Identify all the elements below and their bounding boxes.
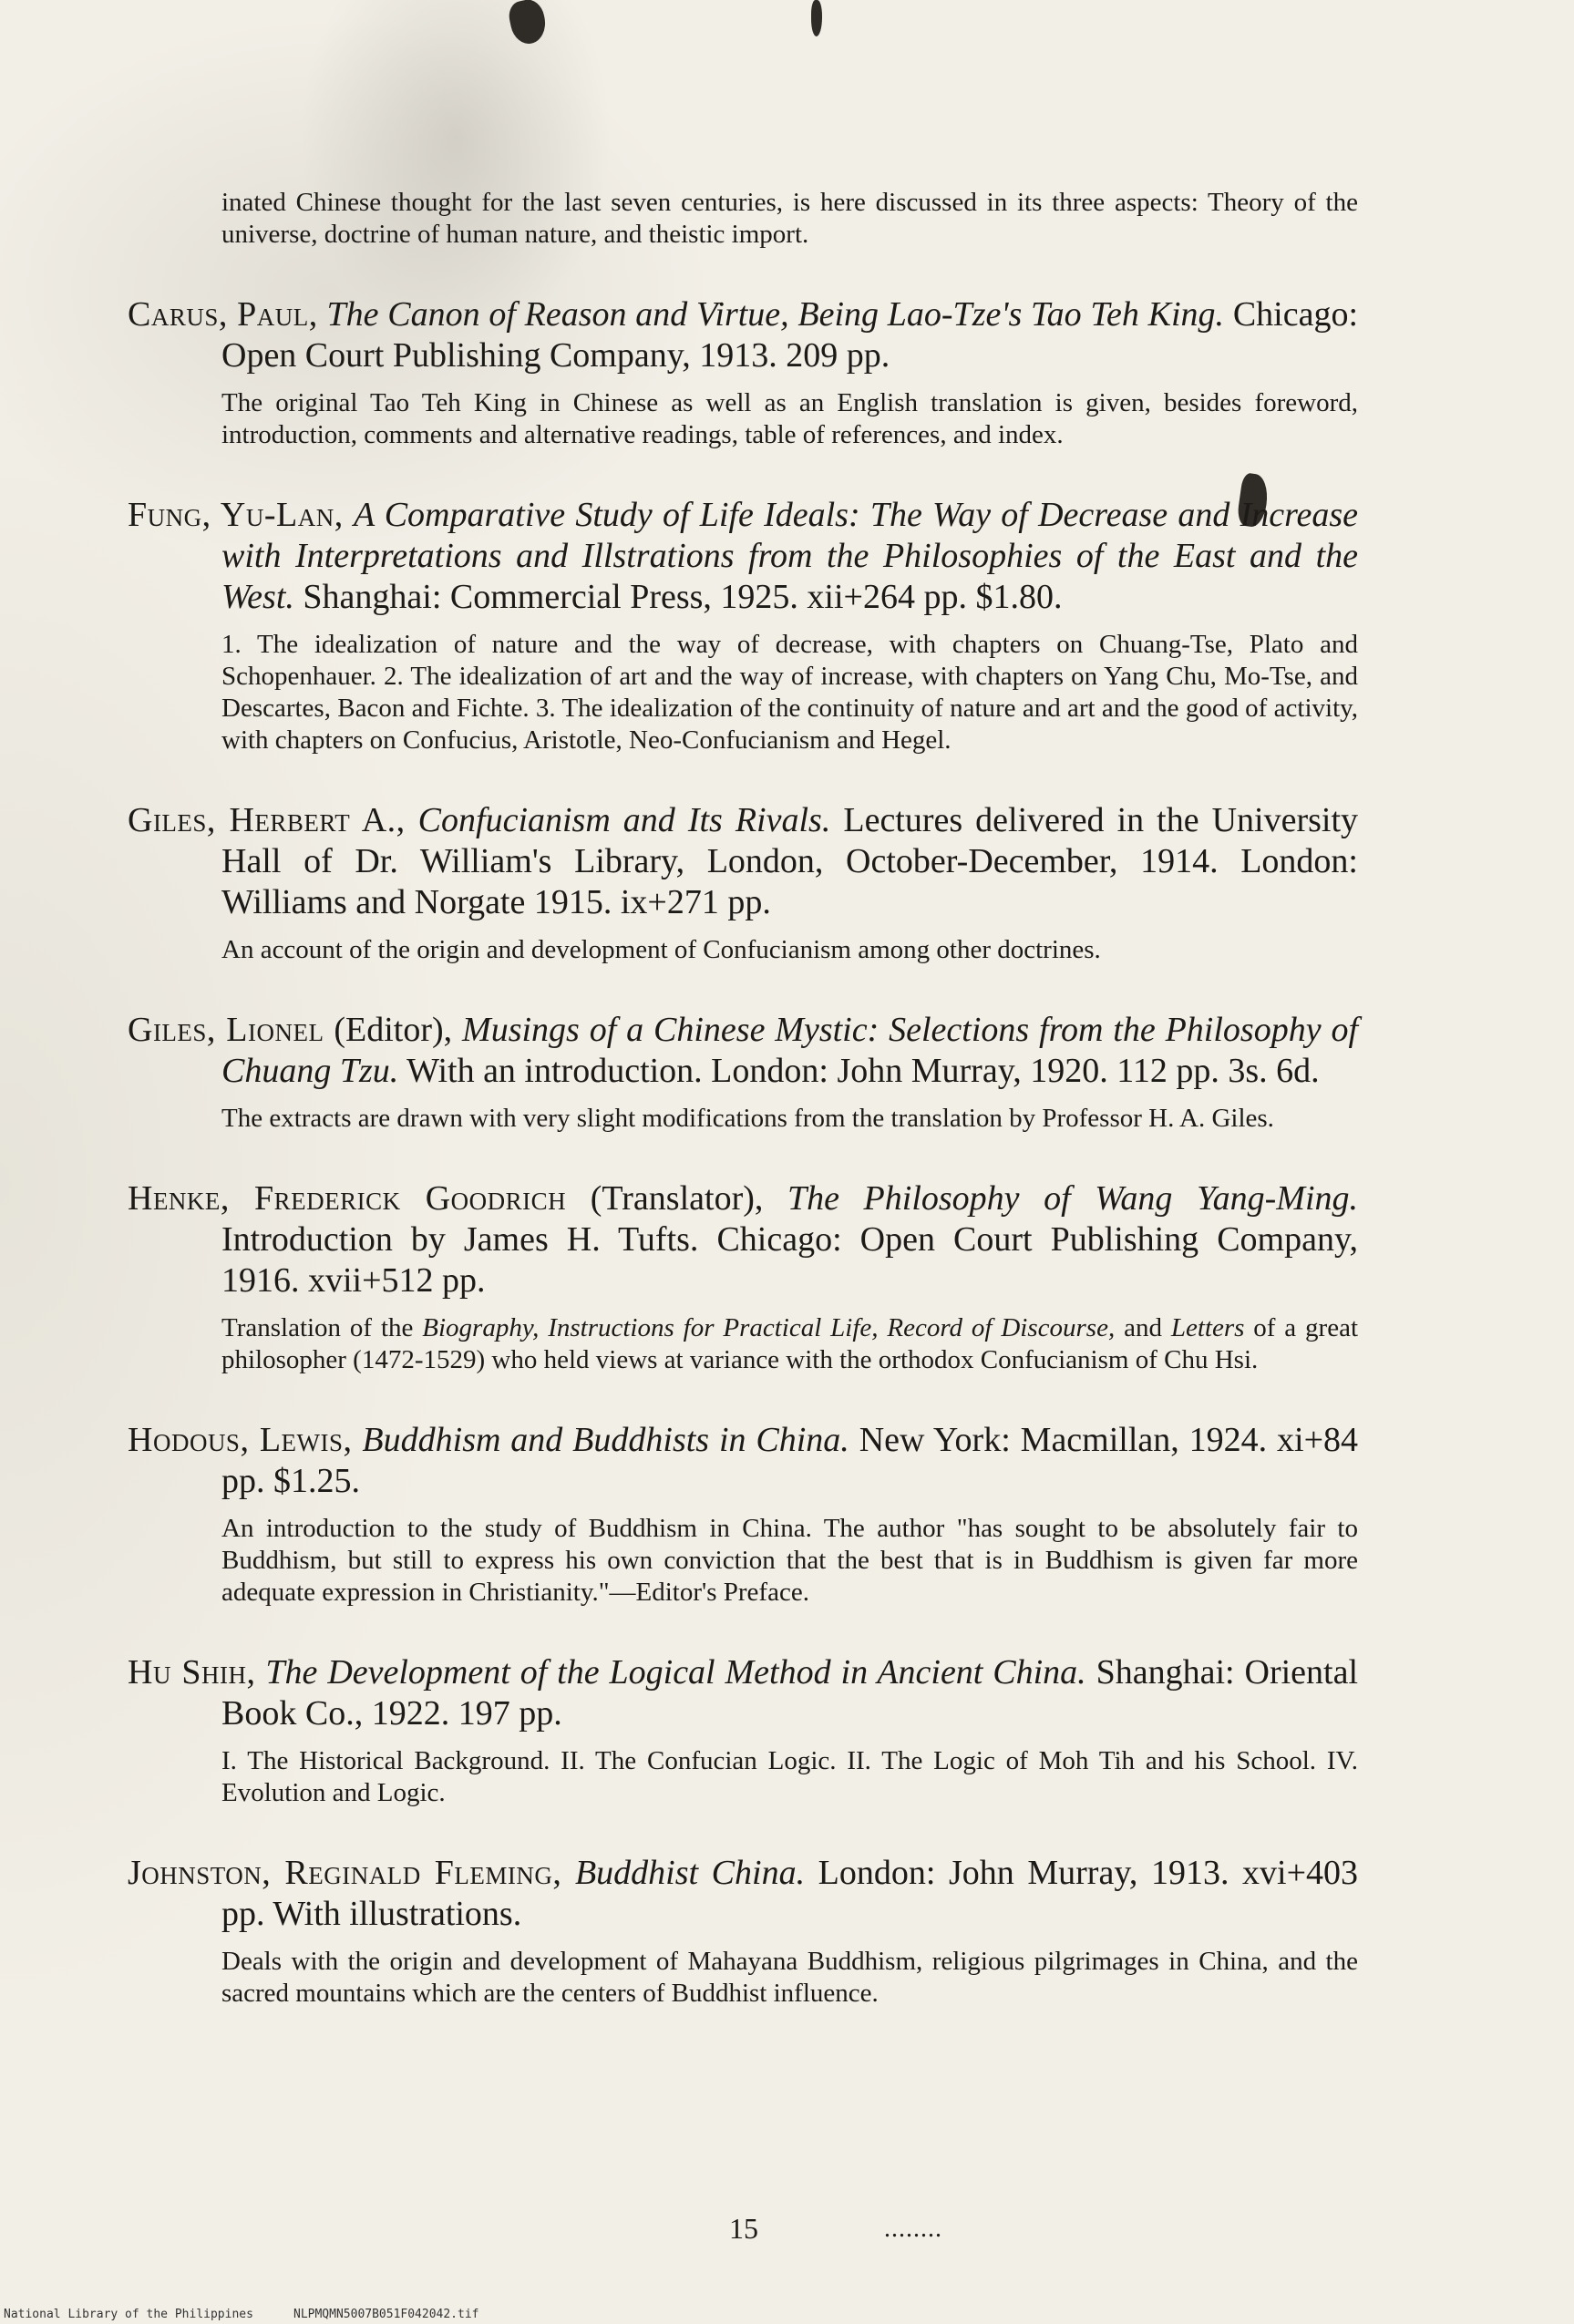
entry-title: A Comparative Study of Life Ideals: The Way of Decrease and Increase with Interpretations and Illstrations from the Philosophies of the East and the West. (221, 496, 1358, 616)
annotation-italic-title: Letters (1170, 1313, 1245, 1342)
citation (128, 800, 1358, 923)
bibliography-entry (128, 1853, 1358, 2010)
entry-publication-details: Introduction by James H. Tufts. Chicago: Open Court Publishing Company, 1916. xvii+512 pp. (221, 1220, 1358, 1300)
entry-publication-details: Chicago: Open Court Publishing Company, 1913. 209 pp. (221, 295, 1359, 375)
entry-author: Henke, Frederick Goodrich (128, 1179, 567, 1218)
entry-annotation: The extracts are drawn with very slight modifications from the translation by Professor H. A. Giles. (221, 1104, 1274, 1133)
citation (128, 1010, 1358, 1092)
annotation-text: Translation of the (221, 1313, 414, 1342)
entry-title: The Philosophy of Wang Yang-Ming. (787, 1179, 1358, 1218)
bibliography-entry (128, 1420, 1358, 1609)
bibliography-entry (128, 1652, 1358, 1809)
entry-role: (Editor), (334, 1011, 453, 1049)
entry-title: The Development of the Logical Method in Ancient China. (265, 1653, 1086, 1692)
entry-publication-details: Shanghai: Commercial Press, 1925. xii+264 pp. $1.80. (303, 578, 1063, 616)
entry-publication-details: New York: Macmillan, 1924. xi+84 pp. $1.25. (221, 1421, 1359, 1500)
entry-title: The Canon of Reason and Virtue, Being Lao-Tze's Tao Teh King. (326, 295, 1225, 334)
entry-publication-details: Lectures delivered in the University Hall of Dr. William's Library, London, October-December, 1914. London: Williams and Norgate 1915. ix+271 pp. (221, 801, 1359, 921)
entry-publication-details: Shanghai: Oriental Book Co., 1922. 197 pp. (221, 1653, 1359, 1733)
entry-author: Johnston, Reginald Fleming, (128, 1854, 562, 1892)
entry-annotation: Deals with the origin and development of Mahayana Buddhism, religious pilgrimages in China, and the sacred mountains which are the centers of Buddhist influence. (221, 1947, 1358, 2008)
citation (128, 1853, 1358, 1935)
entry-publication-details: With an introduction. London: John Murray, 1920. 112 pp. 3s. 6d. (406, 1052, 1320, 1090)
entry-author: Giles, Lionel (128, 1011, 324, 1049)
entry-publication-details: London: John Murray, 1913. xvi+403 pp. With illustrations. (221, 1854, 1359, 1933)
entry-author: Hu Shih, (128, 1653, 256, 1692)
entry-author: Hodous, Lewis, (128, 1421, 353, 1459)
page-damage-mark (811, 0, 822, 36)
bibliography-entry (128, 1178, 1358, 1376)
citation (128, 1178, 1358, 1301)
continued-annotation: inated Chinese thought for the last seven centuries, is here discussed in its three aspects: Theory of the universe, doctrine of human nature, and theistic import. (221, 188, 1358, 249)
page-dots: ........ (884, 2215, 942, 2243)
page-number: 15 (729, 2212, 758, 2245)
entry-annotation (221, 1312, 1358, 1376)
entry-author: Carus, Paul, (128, 295, 318, 334)
annotation-italic-titles: Biography, Instructions for Practical Life, Record of Discourse, (422, 1313, 1116, 1342)
citation (128, 1652, 1358, 1734)
bibliography-entry (128, 1010, 1358, 1135)
entry-title: Confucianism and Its Rivals. (417, 801, 831, 839)
annotation-text: and (1124, 1313, 1162, 1342)
entry-title: Musings of a Chinese Mystic: Selections from the Philosophy of Chuang Tzu. (221, 1011, 1359, 1090)
annotation-text: of a great philosopher (1472-1529) who held views at variance with the orthodox Confucianism of Chu Hsi. (221, 1313, 1358, 1374)
page-damage-mark (506, 0, 549, 46)
citation (128, 294, 1358, 376)
bibliography-entry (128, 800, 1358, 966)
entry-annotation: The original Tao Teh King in Chinese as well as an English translation is given, besides foreword, introduction, comments and alternative readings, table of references, and index. (221, 388, 1358, 449)
entry-annotation: An introduction to the study of Buddhism in China. The author "has sought to be absolutely fair to Buddhism, but still to express his own conviction that the best that is in Buddhism is given far more adequate expression in Christianity."—Editor's Preface. (221, 1514, 1358, 1607)
entry-author: Fung, Yu-Lan, (128, 496, 344, 534)
entry-title: Buddhist China. (574, 1854, 806, 1892)
entry-annotation: 1. The idealization of nature and the way of decrease, with chapters on Chuang-Tse, Plato and Schopenhauer. 2. The idealization of art and the way of increase, with chapters on Yang Chu, Mo-Tse, and Descartes, Bacon and Fichte. 3. The idealization of the continuity of nature and art and the good of activity, with chapters on Confucius, Aristotle, Neo-Confucianism and Hegel. (221, 630, 1358, 755)
citation (128, 495, 1358, 618)
entry-annotation: I. The Historical Background. II. The Confucian Logic. II. The Logic of Moh Tih and his School. IV. Evolution and Logic. (221, 1746, 1358, 1807)
citation (128, 1420, 1358, 1502)
entry-title: Buddhism and Buddhists in China. (362, 1421, 849, 1459)
scan-file-label: NLPMQMN5007B051F042042.tif (293, 2308, 479, 2321)
bibliography-list (128, 187, 1358, 2010)
entry-role: (Translator), (590, 1179, 764, 1218)
entry-annotation: An account of the origin and development of Confucianism among other doctrines. (221, 935, 1101, 964)
bibliography-entry (128, 495, 1358, 756)
entry-author: Giles, Herbert A., (128, 801, 406, 839)
bibliography-entry (128, 294, 1358, 451)
library-label: National Library of the Philippines (4, 2308, 253, 2321)
